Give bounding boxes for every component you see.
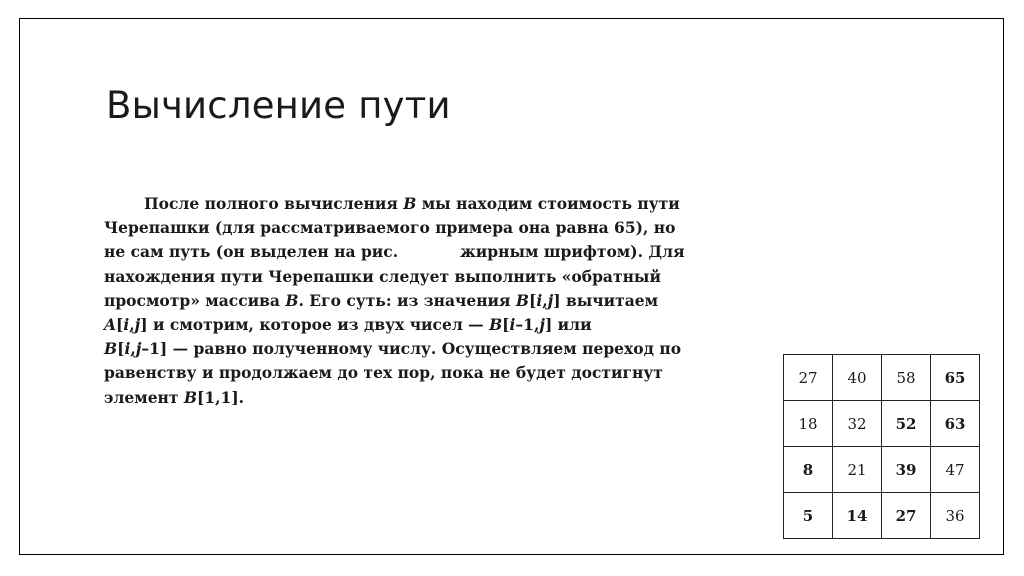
paragraph-line: равенству и продолжаем до тех пор, пока не будет достигнут: [104, 363, 663, 383]
grid-row: [784, 355, 980, 401]
grid-cell: 65: [931, 355, 980, 401]
grid-cell: 27: [882, 493, 931, 539]
paragraph-line: не сам путь (он выделен на рис. жирным шрифтом). Для: [104, 242, 685, 262]
grid-cell: 8: [784, 447, 833, 493]
grid-cell: 5: [784, 493, 833, 539]
paragraph-line: просмотр» массива B. Его суть: из значения B[i,j] вычитаем: [104, 290, 659, 310]
grid-cell: 63: [931, 401, 980, 447]
paragraph-line: элемент B[1,1].: [104, 387, 245, 407]
grid-cell: 40: [833, 355, 882, 401]
body-paragraph: [104, 192, 756, 410]
grid-cell: 32: [833, 401, 882, 447]
paragraph-line: B[i,j–1] — равно полученному числу. Осуществляем переход по: [104, 339, 682, 359]
grid-cell: 52: [882, 401, 931, 447]
grid-row: [784, 401, 980, 447]
grid-cell: 14: [833, 493, 882, 539]
grid-cell: 21: [833, 447, 882, 493]
path-cost-grid: [783, 354, 980, 539]
grid-cell: 27: [784, 355, 833, 401]
grid-cell: 39: [882, 447, 931, 493]
slide-title: Вычисление пути: [106, 84, 451, 127]
grid-row: [784, 447, 980, 493]
grid-cell: 18: [784, 401, 833, 447]
paragraph-line: A[i,j] и смотрим, которое из двух чисел — B[i–1,j] или: [104, 314, 592, 334]
grid-row: [784, 493, 980, 539]
paragraph-line: После полного вычисления B мы находим стоимость пути: [144, 194, 680, 213]
paragraph-line: Черепашки (для рассматриваемого примера она равна 65), но: [104, 218, 676, 238]
grid-cell: 58: [882, 355, 931, 401]
paragraph-line: нахождения пути Черепашки следует выполнить «обратный: [104, 266, 661, 286]
grid-cell: 47: [931, 447, 980, 493]
grid-cell: 36: [931, 493, 980, 539]
